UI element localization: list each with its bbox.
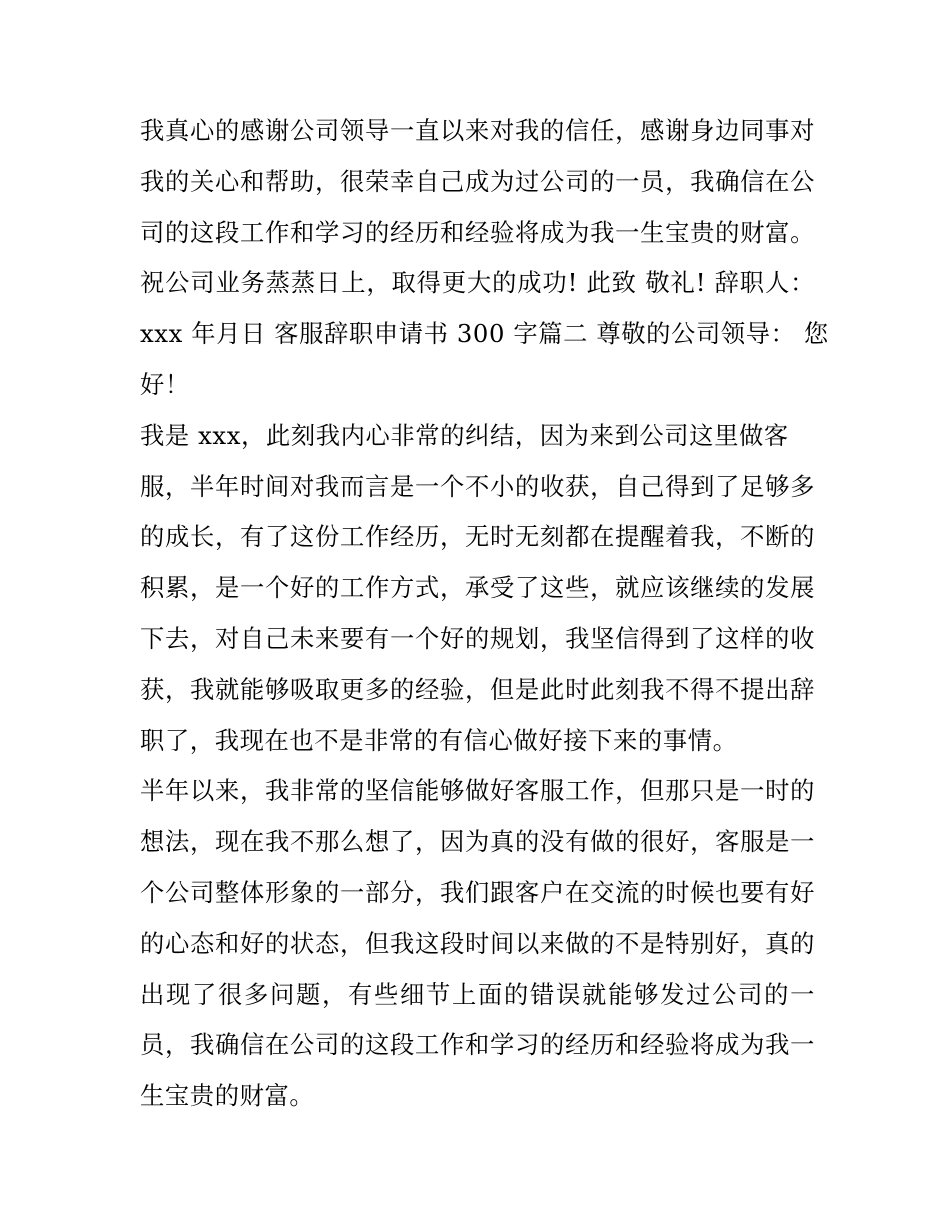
document-body — [140, 106, 829, 1122]
text-line: 生宝贵的财富。 — [140, 1081, 315, 1111]
text-line: 职了，我现在也不是非常的有信心做好接下来的事情。 — [140, 725, 738, 755]
text-line: 我的关心和帮助，很荣幸自己成为过公司的一员，我确信在公 — [140, 166, 815, 196]
text-line: 半年以来，我非常的坚信能够做好客服工作，但那只是一时的 — [140, 776, 815, 806]
text-line: 司的这段工作和学习的经历和经验将成为我一生宝贵的财富。 — [140, 217, 815, 247]
text-line: 的成长，有了这份工作经历，无时无刻都在提醒着我，不断的 — [140, 522, 815, 552]
text-line: 想法，现在我不那么想了，因为真的没有做的很好，客服是一 — [140, 827, 815, 857]
text-line: 获，我就能够吸取更多的经验，但是此时此刻我不得不提出辞 — [140, 674, 815, 704]
text-line: 个公司整体形象的一部分，我们跟客户在交流的时候也要有好 — [140, 877, 815, 907]
text-line: 服，半年时间对我而言是一个不小的收获，自己得到了足够多 — [140, 471, 815, 501]
text-line: 员，我确信在公司的这段工作和学习的经历和经验将成为我一 — [140, 1030, 815, 1060]
text-line: 出现了很多问题，有些细节上面的错误就能够发过公司的一 — [140, 979, 815, 1009]
text-line: 的心态和好的状态，但我这段时间以来做的不是特别好，真的 — [140, 928, 815, 958]
text-line: 下去，对自己未来要有一个好的规划，我坚信得到了这样的收 — [140, 623, 815, 653]
text-line: 祝公司业务蒸蒸日上，取得更大的成功! 此致 敬礼! 辞职人： — [140, 268, 815, 298]
text-line: xxx 年月日 客服辞职申请书 300 字篇二 尊敬的公司领导： 您 — [140, 319, 829, 349]
text-line: 好！ — [140, 369, 190, 399]
text-line: 我真心的感谢公司领导一直以来对我的信任，感谢身边同事对 — [140, 116, 815, 145]
text-line: 我是 xxx，此刻我内心非常的纠结，因为来到公司这里做客 — [140, 420, 789, 450]
text-line: 积累，是一个好的工作方式，承受了这些，就应该继续的发展 — [140, 573, 815, 603]
